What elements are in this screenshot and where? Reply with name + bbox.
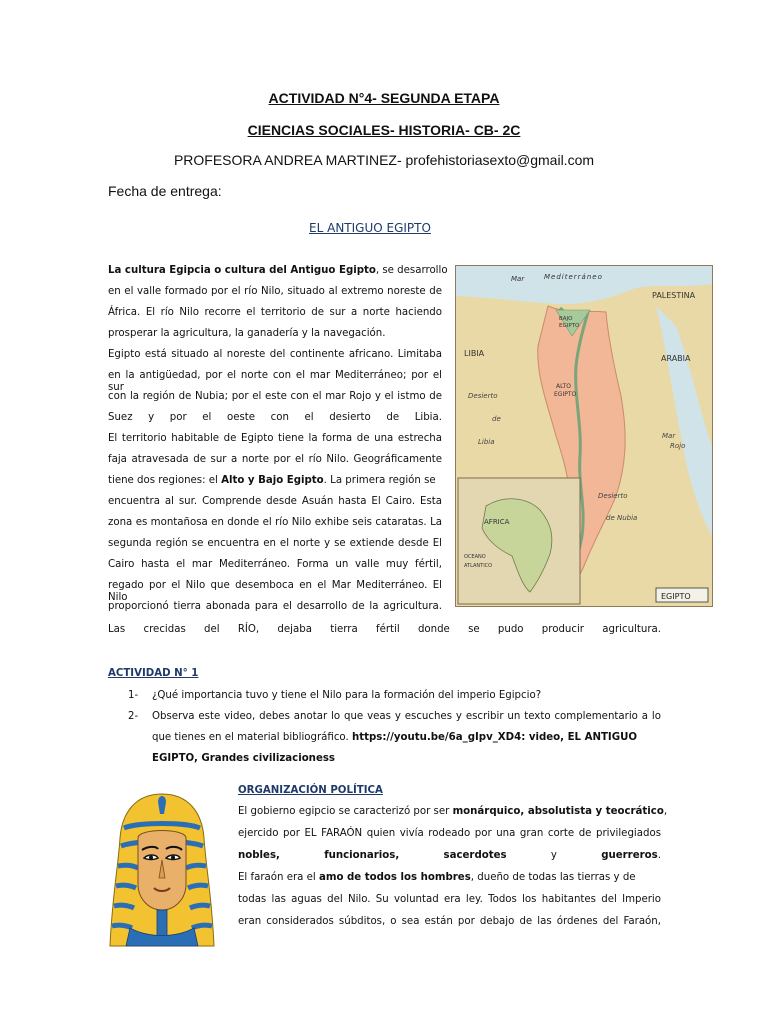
intro-line: segunda región se encuentra en el norte y se extiende desde El bbox=[108, 538, 442, 549]
map-label: ALTO bbox=[556, 383, 572, 390]
question-2-line: Observa este video, debes anotar lo que veas y escuches y escribir un texto complementario a lo bbox=[152, 711, 661, 722]
org-classes-line bbox=[238, 850, 661, 862]
org-class: nobles, bbox=[238, 850, 280, 861]
org-bold: monárquico, absolutista y teocrático bbox=[452, 806, 664, 817]
question-number: 1- bbox=[128, 690, 139, 701]
map-label: AFRICA bbox=[484, 518, 510, 526]
org-line: todas las aguas del Nilo. Su voluntad era ley. Todos los habitantes del Imperio bbox=[238, 894, 661, 905]
org-text: El gobierno egipcio se caracterizó por ser bbox=[238, 806, 453, 817]
map-label: BAJO bbox=[559, 316, 573, 322]
section-title: EL ANTIGUO EGIPTO bbox=[309, 221, 431, 235]
delivery-date-label: Fecha de entrega: bbox=[108, 183, 222, 199]
map-label: Libia bbox=[478, 438, 495, 446]
question-2-text: que tienes en el material bibliográfico. bbox=[152, 732, 352, 743]
org-text: El faraón era el bbox=[238, 872, 319, 883]
intro-text: , se desarrollo bbox=[375, 265, 448, 276]
org-heading: ORGANIZACIÓN POLÍTICA bbox=[238, 785, 383, 796]
intro-line: regado por el Nilo que desemboca en el Mar Mediterráneo. El Nilo bbox=[108, 580, 442, 603]
intro-line: prosperar la agricultura, la ganadería y la navegación. bbox=[108, 328, 386, 339]
map-label: LIBIA bbox=[464, 349, 485, 358]
org-class: funcionarios, bbox=[324, 850, 400, 861]
org-class: sacerdotes bbox=[443, 850, 507, 861]
intro-line: faja atravesada de sur a norte por el río Nilo. Geográficamente bbox=[108, 454, 442, 465]
professor-line: PROFESORA ANDREA MARTINEZ- profehistoriasexto@gmail.com bbox=[173, 152, 595, 168]
map-label: ATLANTICO bbox=[464, 563, 493, 569]
intro-line: proporcionó tierra abonada para el desarrollo de la agricultura. bbox=[108, 601, 442, 612]
map-label: de Nubia bbox=[606, 514, 638, 522]
org-line: eran considerados súbditos, o sea están por debajo de las órdenes del Faraón, bbox=[238, 916, 661, 927]
intro-line: Cairo hasta el mar Mediterráneo. Forma un valle muy fértil, bbox=[108, 559, 442, 570]
org-class: guerreros bbox=[601, 850, 658, 861]
question-number: 2- bbox=[128, 711, 139, 722]
question-1: ¿Qué importancia tuvo y tiene el Nilo para la formación del imperio Egipcio? bbox=[152, 690, 542, 701]
map-label: Desierto bbox=[598, 492, 628, 500]
subject-title: CIENCIAS SOCIALES- HISTORIA- CB- 2C bbox=[247, 122, 521, 138]
question-2-line: EGIPTO, Grandes civilizacioness bbox=[152, 753, 335, 764]
video-link[interactable]: https://youtu.be/6a_gIpv_XD4: video, EL ANTIGUO bbox=[351, 732, 638, 743]
map-label: Mar bbox=[662, 432, 676, 440]
intro-line: Las crecidas del RÍO, dejaba tierra fértil donde se pudo producir agricultura. bbox=[108, 624, 661, 635]
map-label: EGIPTO bbox=[559, 323, 580, 329]
map-label: Mediterráneo bbox=[544, 273, 603, 281]
map-label: ARABIA bbox=[661, 354, 691, 363]
intro-text: tiene dos regiones: el bbox=[108, 475, 222, 486]
org-text: , bbox=[663, 806, 668, 817]
activity-title: ACTIVIDAD N°4- SEGUNDA ETAPA bbox=[268, 90, 500, 106]
activity-heading: ACTIVIDAD N° 1 bbox=[108, 668, 199, 679]
map-label: Mar bbox=[511, 275, 525, 283]
map-label: OCEANO bbox=[464, 554, 486, 560]
map-legend: EGIPTO bbox=[661, 592, 691, 601]
intro-text: . La primera región se bbox=[323, 475, 436, 486]
map-label: Rojo bbox=[670, 442, 686, 450]
org-conjunction: y bbox=[550, 850, 557, 861]
map-label: de bbox=[492, 415, 501, 423]
intro-line: África. El río Nilo recorre el territorio de sur a norte haciendo bbox=[108, 307, 442, 318]
intro-bold: Alto y Bajo Egipto bbox=[221, 475, 324, 486]
org-text: . bbox=[657, 850, 661, 861]
pharaoh-mask-image bbox=[108, 788, 216, 952]
intro-line: encuentra al sur. Comprende desde Asuán hasta El Cairo. Esta bbox=[108, 496, 442, 507]
intro-line: en el valle formado por el río Nilo, situado al extremo noreste de bbox=[108, 286, 442, 297]
org-bold: amo de todos los hombres bbox=[318, 872, 471, 883]
map-label: PALESTINA bbox=[652, 291, 696, 300]
intro-line: zona es montañosa en donde el río Nilo exhibe seis cataratas. La bbox=[108, 517, 442, 528]
egypt-map bbox=[455, 265, 713, 607]
map-label: EGIPTO bbox=[554, 391, 577, 398]
intro-line: con la región de Nubia; por el este con el mar Rojo y el istmo de bbox=[108, 391, 442, 402]
map-label: Desierto bbox=[468, 392, 498, 400]
intro-line: Egipto está situado al noreste del continente africano. Limitaba bbox=[108, 349, 442, 360]
intro-bold: La cultura Egipcia o cultura del Antiguo Egipto bbox=[108, 265, 376, 276]
org-line: ejercido por EL FARAÓN quien vivía rodeado por una gran corte de privilegiados bbox=[238, 828, 661, 839]
intro-line: en la antigüedad, por el norte con el mar Mediterráneo; por el sur bbox=[108, 370, 442, 393]
org-text: , dueño de todas las tierras y de bbox=[470, 872, 636, 883]
intro-line: El territorio habitable de Egipto tiene la forma de una estrecha bbox=[108, 433, 442, 444]
intro-line: Suez y por el oeste con el desierto de Libia. bbox=[108, 412, 442, 423]
